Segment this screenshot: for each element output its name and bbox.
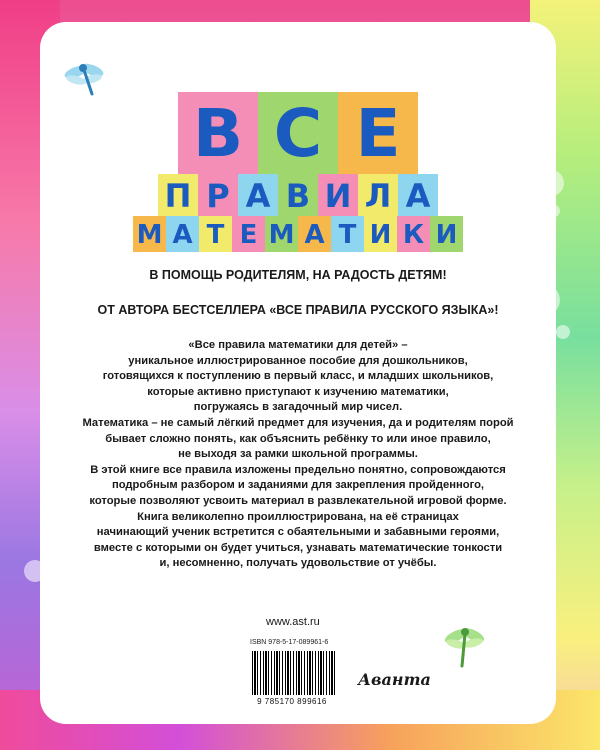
- isbn-label: ISBN 978-5-17-089961-6: [250, 639, 329, 646]
- title-letter: А: [298, 216, 331, 252]
- title-letter: В: [278, 174, 318, 216]
- title-letter: Т: [331, 216, 364, 252]
- title-letter: А: [166, 216, 199, 252]
- website-link[interactable]: www.ast.ru: [266, 616, 320, 628]
- title-letter: Т: [199, 216, 232, 252]
- title-letter: Е: [232, 216, 265, 252]
- description-line: подробным разбором и заданиями для закрепления пройденного,: [111, 479, 485, 492]
- barcode: [246, 649, 338, 706]
- title-letter: М: [133, 216, 166, 252]
- description-line: не выходя за рамки школьной программы.: [178, 448, 418, 461]
- description-line: готовящихся к поступлению в первый класс, и младших школьников,: [102, 370, 494, 383]
- barcode-digits: 9 785170 899616: [257, 697, 327, 706]
- title-letter: А: [238, 174, 278, 216]
- title-row-1: [40, 92, 556, 174]
- slogan-bestseller: ОТ АВТОРА БЕСТСЕЛЛЕРА «ВСЕ ПРАВИЛА РУССКОГО ЯЗЫКА»!: [97, 303, 499, 317]
- title-letter: М: [265, 216, 298, 252]
- title-letter: П: [158, 174, 198, 216]
- title-letter: И: [364, 216, 397, 252]
- dragonfly-icon: [442, 622, 488, 670]
- title-letter: В: [178, 92, 258, 174]
- description-line: которые позволяют усвоить материал в развлекательной игровой форме.: [89, 494, 507, 507]
- title-row-3: [40, 216, 556, 252]
- title-letter: С: [258, 92, 338, 174]
- title-letter: И: [430, 216, 463, 252]
- description-line: погружаясь в загадочный мир чисел.: [193, 401, 403, 414]
- description-line: бывает сложно понять, как объяснить ребёнку то или иное правило,: [105, 432, 491, 445]
- description-line: В этой книге все правила изложены предельно понятно, сопровождаются: [90, 463, 506, 476]
- publisher-logo: Аванта: [358, 670, 431, 689]
- title-letter: Е: [338, 92, 418, 174]
- title-letter: Л: [358, 174, 398, 216]
- description-line: уникальное иллюстрированное пособие для дошкольников,: [128, 354, 468, 367]
- description-line: начинающий ученик встретится с обаятельными и забавными героями,: [96, 526, 500, 539]
- title-letter: Р: [198, 174, 238, 216]
- description-line: Книга великолепно проиллюстрирована, на её страницах: [137, 510, 459, 523]
- decor-bubble: [556, 325, 570, 339]
- title-row-2: [40, 174, 556, 216]
- description-line: Математика – не самый лёгкий предмет для изучения, да и родителям порой: [82, 416, 514, 429]
- title-letter: А: [398, 174, 438, 216]
- description-line: вместе с которыми он будет учиться, узнавать математические тонкости: [93, 541, 503, 554]
- back-cover-panel: [40, 22, 556, 724]
- title-letter: К: [397, 216, 430, 252]
- title-letter: И: [318, 174, 358, 216]
- description-line: и, несомненно, получать удовольствие от учёбы.: [159, 557, 437, 570]
- description-line: которые активно приступают к изучению математики,: [147, 385, 449, 398]
- slogan-parents: В ПОМОЩЬ РОДИТЕЛЯМ, НА РАДОСТЬ ДЕТЯМ!: [149, 268, 447, 282]
- barcode-bars: [252, 651, 336, 695]
- description-text: [40, 338, 556, 572]
- description-line: «Все правила математики для детей» –: [188, 339, 408, 351]
